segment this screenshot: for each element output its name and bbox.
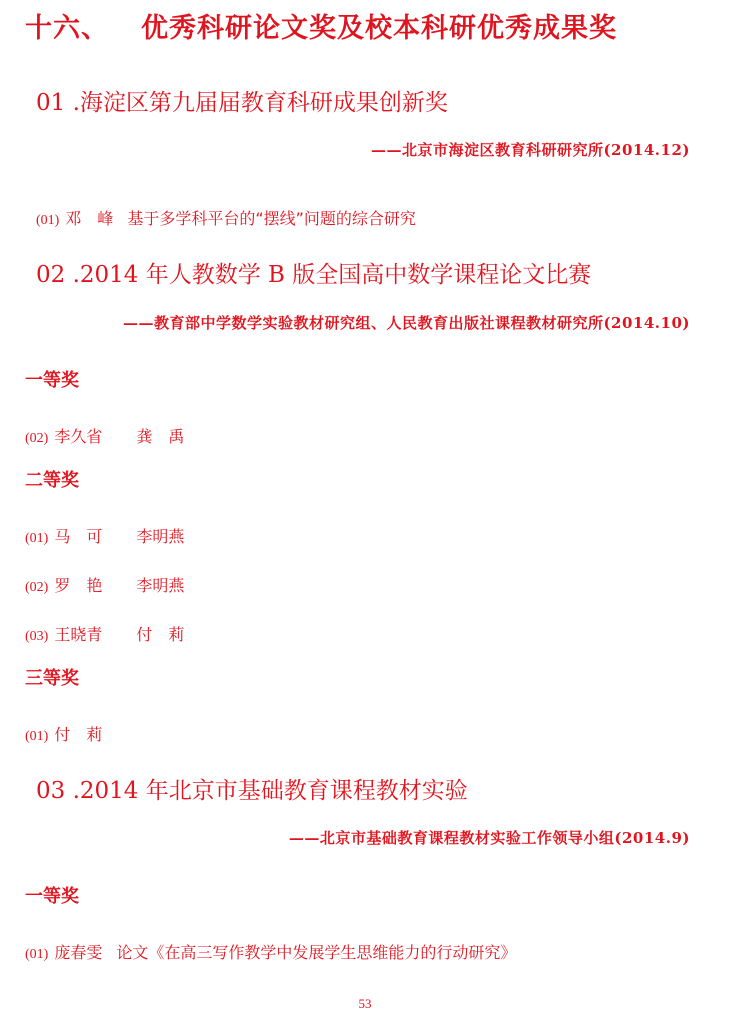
section-title-02: 02 .2014 年人教数学 B 版全国高中数学课程论文比赛 <box>36 262 592 288</box>
entry-number: (01) <box>25 531 49 546</box>
award-entry <box>36 206 416 229</box>
chapter-heading <box>25 6 617 45</box>
entry-author: 李久省 <box>54 427 103 446</box>
entry-number: (02) <box>25 431 49 446</box>
entry-coauthor: 付 莉 <box>136 625 185 644</box>
award-entry <box>25 524 184 547</box>
award-entry <box>25 424 184 447</box>
award-entry <box>25 573 184 596</box>
award-level-third: 三等奖 <box>25 668 79 689</box>
entry-coauthor: 龚 禹 <box>136 427 185 446</box>
entry-names: 邓 峰 <box>65 209 114 228</box>
section-source-02: ——教育部中学数学实验教材研究组、人民教育出版社课程教材研究所(2014.10) <box>122 314 690 332</box>
entry-number: (03) <box>25 629 49 644</box>
award-entry <box>25 940 516 963</box>
award-entry <box>25 722 102 745</box>
entry-author: 付 莉 <box>54 725 103 744</box>
entry-number: (01) <box>25 729 49 744</box>
section-source-03: ——北京市基础教育课程教材实验工作领导小组(2014.9) <box>288 829 690 847</box>
chapter-number: 十六、 <box>25 13 109 44</box>
entry-number: (02) <box>25 580 49 595</box>
entry-coauthor: 李明燕 <box>136 527 185 546</box>
page-number: 53 <box>358 996 372 1011</box>
entry-coauthor: 李明燕 <box>136 576 185 595</box>
entry-work: 基于多学科平台的“摆线”问题的综合研究 <box>127 209 416 228</box>
award-level-second: 二等奖 <box>25 470 79 491</box>
award-entry <box>25 622 184 645</box>
award-level-first: 一等奖 <box>25 370 79 391</box>
award-level-first: 一等奖 <box>25 886 79 907</box>
section-title-01: 01 .海淀区第九届届教育科研成果创新奖 <box>36 90 448 116</box>
entry-author: 马 可 <box>54 527 103 546</box>
entry-author: 王晓青 <box>54 625 103 644</box>
entry-number: (01) <box>36 213 60 228</box>
section-title-03: 03 .2014 年北京市基础教育课程教材实验 <box>36 778 468 804</box>
entry-author: 罗 艳 <box>54 576 103 595</box>
section-source-01: ——北京市海淀区教育科研研究所(2014.12) <box>370 141 690 159</box>
entry-work: 论文《在高三写作教学中发展学生思维能力的行动研究》 <box>116 943 517 962</box>
chapter-title: 优秀科研论文奖及校本科研优秀成果奖 <box>141 13 617 44</box>
entry-author: 庞春雯 <box>54 943 103 962</box>
entry-number: (01) <box>25 947 49 962</box>
